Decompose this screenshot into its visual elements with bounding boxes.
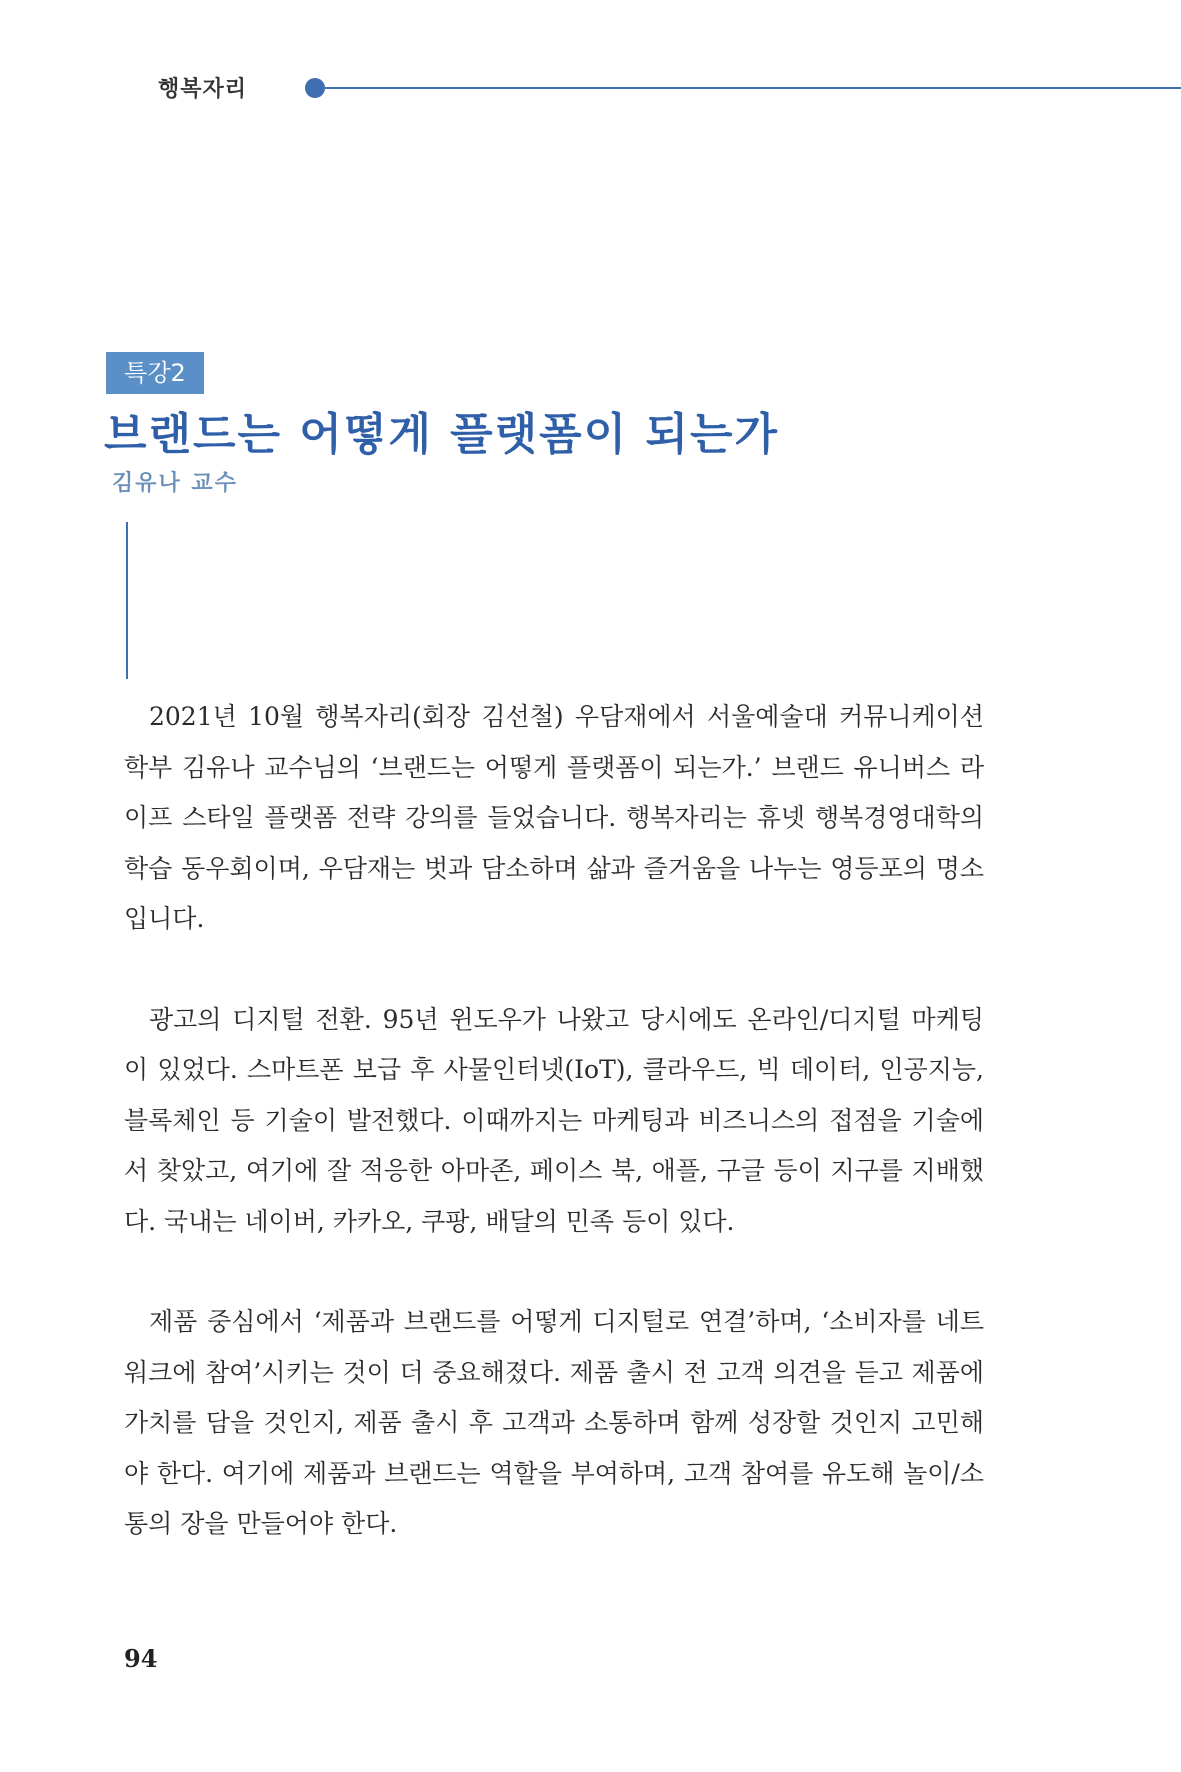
paragraph: 2021년 10월 행복자리(회장 김선철) 우담재에서 서울예술대 커뮤니케이션 학부 김유나 교수님의 ‘브랜드는 어떻게 플랫폼이 되는가.’ 브랜드 유니버스 라이프 스타일 플랫폼 전략 강의를 들었습니다. 행복자리는 휴넷 행복경영대학의 학습 동우회이며, 우담재는 벗과 담소하며 삶과 즐거움을 나누는 영등포의 명소입니다. [124, 702, 984, 933]
author-name: 김유나 교수 [112, 471, 238, 496]
vertical-divider [126, 522, 128, 679]
running-header: 행복자리 [158, 77, 248, 102]
page-number: 94 [124, 1644, 158, 1673]
lecture-badge: 특강2 [106, 352, 204, 394]
article-body [124, 692, 984, 1600]
paragraph: 제품 중심에서 ‘제품과 브랜드를 어떻게 디지털로 연결’하며, ‘소비자를 네트워크에 참여’시키는 것이 더 중요해졌다. 제품 출시 전 고객 의견을 듣고 제품에 가치를 담을 것인지, 제품 출시 후 고객과 소통하며 함께 성장할 것인지 고민해야 한다. 여기에 제품과 브랜드는 역할을 부여하며, 고객 참여를 유도해 놀이/소통의 장을 만들어야 한다. [124, 1307, 984, 1538]
paragraph: 광고의 디지털 전환. 95년 윈도우가 나왔고 당시에도 온라인/디지털 마케팅이 있었다. 스마트폰 보급 후 사물인터넷(IoT), 클라우드, 빅 데이터, 인공지능, 블록체인 등 기술이 발전했다. 이때까지는 마케팅과 비즈니스의 접점을 기술에서 찾았고, 여기에 잘 적응한 아마존, 페이스 북, 애플, 구글 등이 지구를 지배했다. 국내는 네이버, 카카오, 쿠팡, 배달의 민족 등이 있다. [124, 1004, 984, 1236]
header-divider [322, 87, 1181, 89]
lecture-title: 브랜드는 어떻게 플랫폼이 되는가 [104, 409, 780, 460]
